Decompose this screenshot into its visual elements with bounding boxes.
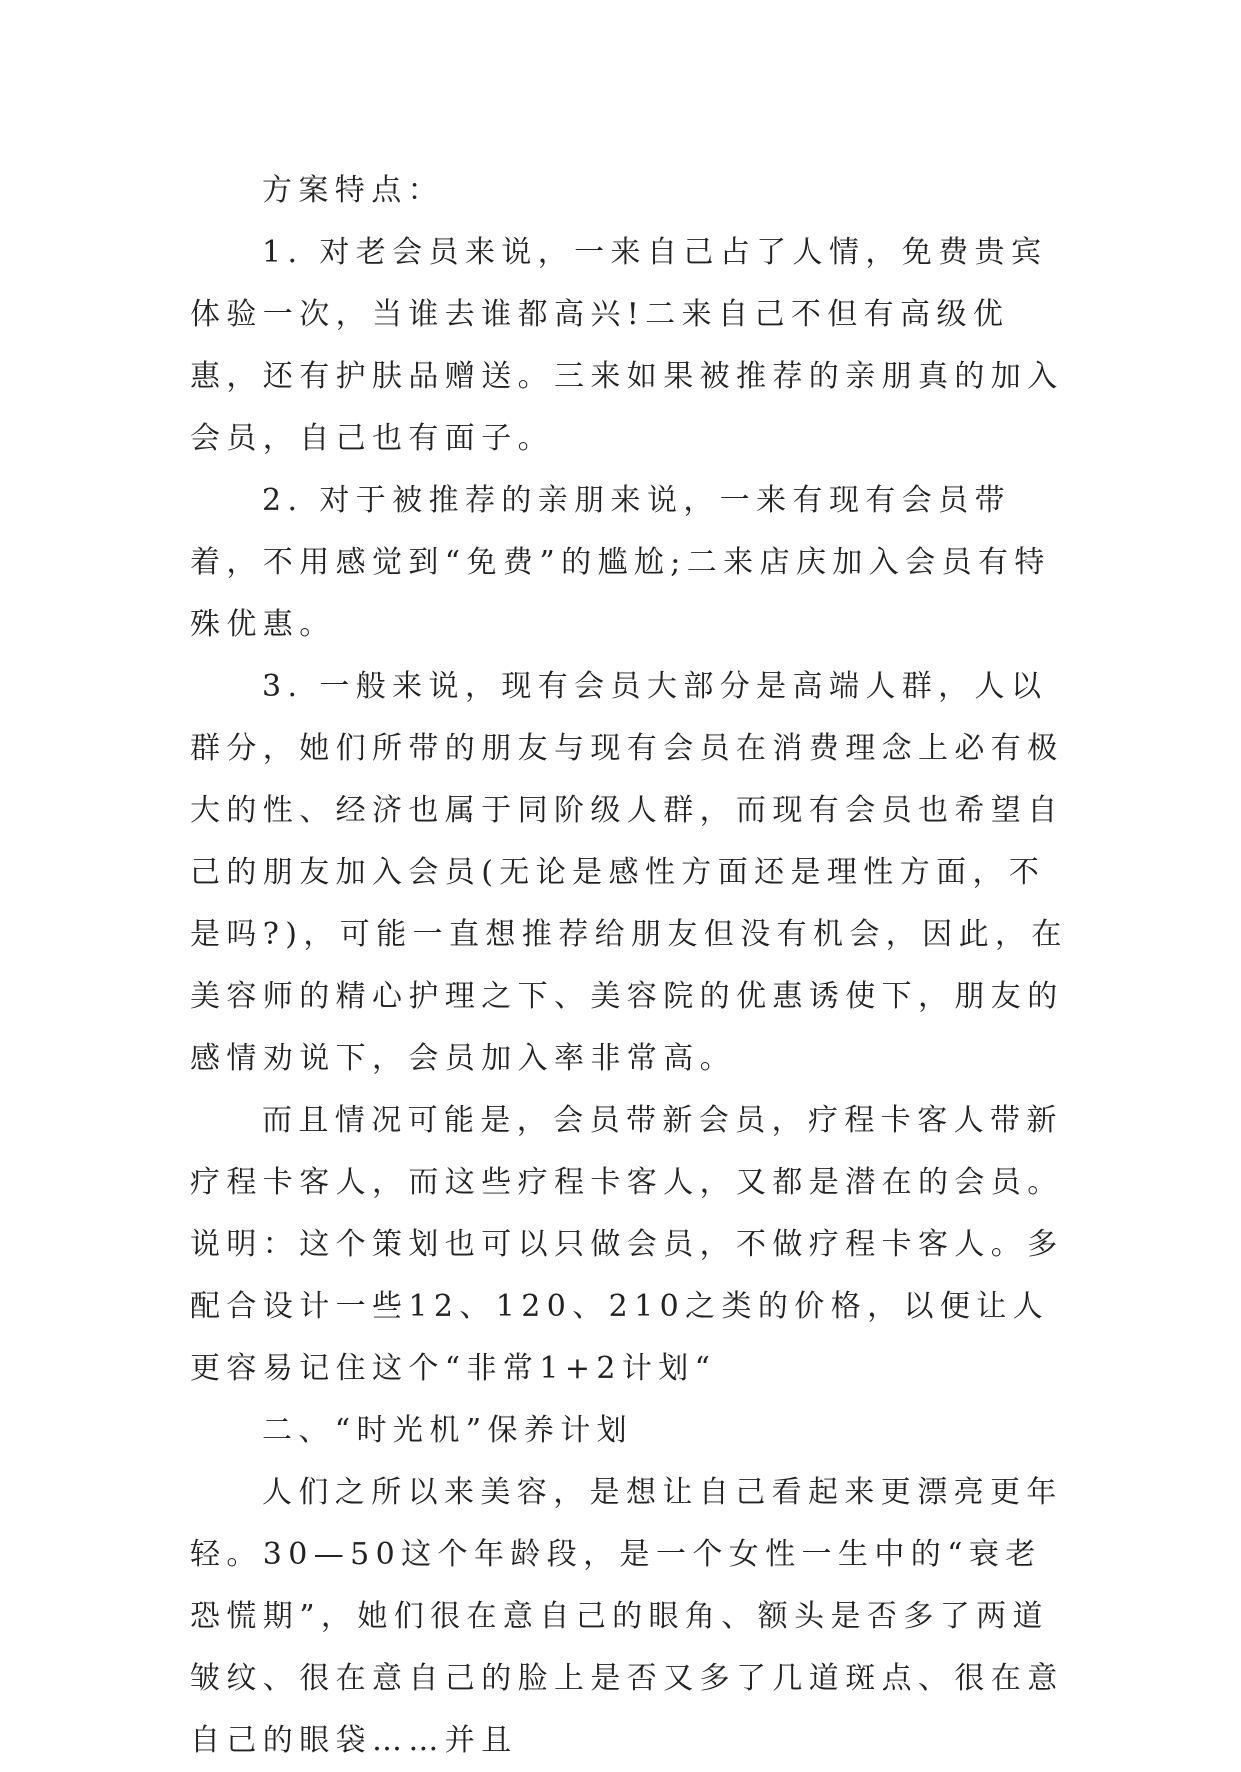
document-body: [190, 160, 1070, 1772]
paragraph-time-machine-intro: 人们之所以来美容，是想让自己看起来更漂亮更年轻。30—50这个年龄段，是一个女性一生中的“衰老恐慌期”，她们很在意自己的眼角、额头是否多了两道皱纹、很在意自己的脸上是否又多了几道斑点、很在意自己的眼袋……并且: [190, 1475, 1064, 1758]
paragraph-point-3: 3. 一般来说，现有会员大部分是高端人群，人以群分，她们所带的朋友与现有会员在消费理念上必有极大的性、经济也属于同阶级人群，而现有会员也希望自己的朋友加入会员(无论是感性方面还是理性方面，不是吗?)，可能一直想推荐给朋友但没有机会，因此，在美容师的精心护理之下、美容院的优惠诱使下，朋友的感情劝说下，会员加入率非常高。: [190, 669, 1068, 1076]
section-heading-time-machine: 二、“时光机”保养计划: [262, 1413, 634, 1448]
paragraph-point-1: 1. 对老会员来说，一来自己占了人情，免费贵宾体验一次，当谁去谁都高兴!二来自己不但有高级优惠，还有护肤品赠送。三来如果被推荐的亲朋真的加入会员，自己也有面子。: [190, 235, 1064, 456]
paragraph-point-2: 2. 对于被推荐的亲朋来说，一来有现有会员带着，不用感觉到“免费”的尴尬;二来店庆加入会员有特殊优惠。: [190, 483, 1051, 642]
paragraph-note: 而且情况可能是，会员带新会员，疗程卡客人带新疗程卡客人，而这些疗程卡客人，又都是潜在的会员。说明：这个策划也可以只做会员，不做疗程卡客人。多配合设计一些12、120、210之类的价格，以便让人更容易记住这个“非常1+2计划“: [190, 1103, 1064, 1386]
paragraph-scheme-features-heading: 方案特点：: [262, 173, 444, 208]
